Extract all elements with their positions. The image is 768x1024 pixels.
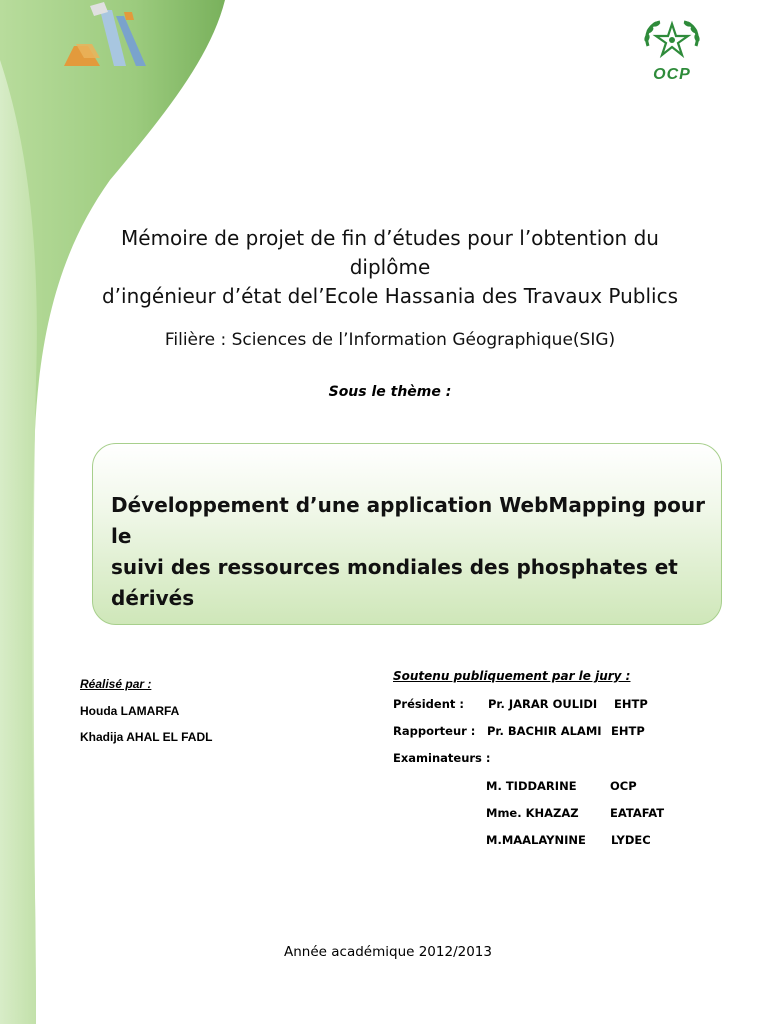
ocp-logo-text: OCP bbox=[653, 66, 691, 83]
author-1: Houda LAMARFA bbox=[80, 704, 180, 718]
theme-line-2: suivi des ressources mondiales des phosphates et dérivés bbox=[111, 555, 678, 610]
president-name: Pr. JARAR OULIDI bbox=[488, 697, 598, 711]
academic-year: Année académique 2012/2013 bbox=[284, 944, 492, 960]
examinateur-org: EATAFAT bbox=[610, 806, 665, 820]
rapporteur-name: Pr. BACHIR ALAMI bbox=[487, 724, 602, 738]
memoire-title bbox=[80, 224, 700, 311]
jury-label: Soutenu publiquement par le jury : bbox=[393, 669, 631, 683]
examinateur-org: LYDEC bbox=[611, 833, 651, 847]
theme-label: Sous le thème : bbox=[328, 384, 452, 400]
president-org: EHTP bbox=[614, 697, 648, 711]
realise-label: Réalisé par : bbox=[80, 677, 152, 691]
examinateur-name: M. TIDDARINE bbox=[486, 779, 577, 793]
filiere-text: Filière : Sciences de l’Information Géographique(SIG) bbox=[164, 330, 616, 350]
examinateur-org: OCP bbox=[610, 779, 637, 793]
theme-line-1: Développement d’une application WebMapping pour le bbox=[111, 493, 705, 548]
author-2: Khadija AHAL EL FADL bbox=[80, 730, 213, 744]
school-logo bbox=[60, 2, 150, 70]
rapporteur-org: EHTP bbox=[611, 724, 645, 738]
theme-box bbox=[92, 443, 722, 625]
examinateur-name: Mme. KHAZAZ bbox=[486, 806, 579, 820]
president-role: Président : bbox=[393, 697, 465, 711]
theme-text bbox=[111, 490, 711, 614]
examinateurs-label: Examinateurs : bbox=[393, 751, 491, 765]
title-line-2: d’ingénieur d’état del’Ecole Hassania des Travaux Publics bbox=[101, 284, 679, 308]
examinateur-name: M.MAALAYNINE bbox=[486, 833, 586, 847]
title-line-1: Mémoire de projet de fin d’études pour l’obtention du diplôme bbox=[121, 226, 659, 279]
ocp-logo bbox=[638, 16, 706, 86]
rapporteur-role: Rapporteur : bbox=[393, 724, 476, 738]
